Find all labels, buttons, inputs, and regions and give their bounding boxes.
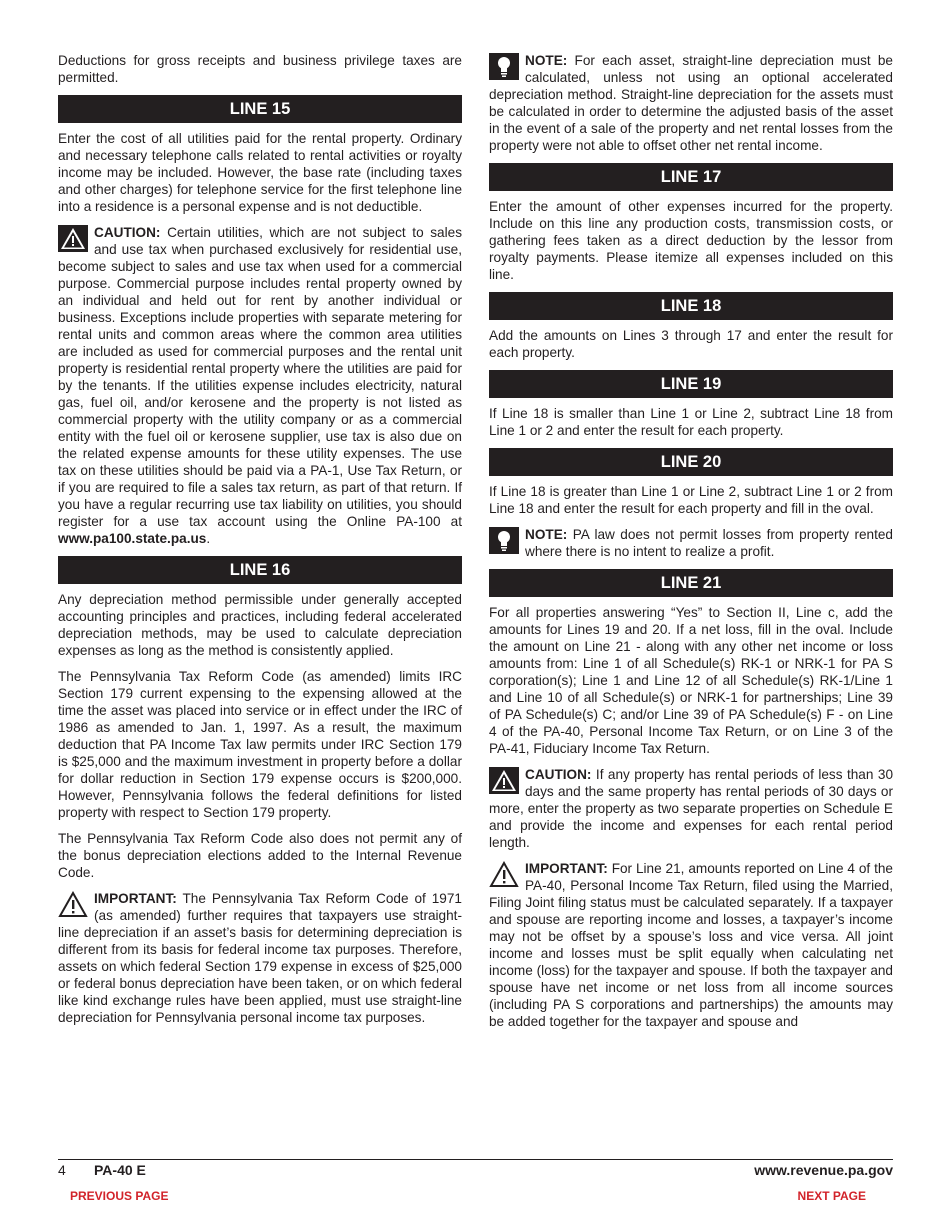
previous-page-link[interactable]: PREVIOUS PAGE	[70, 1189, 169, 1203]
right-column	[489, 52, 893, 1039]
warning-icon	[489, 861, 519, 892]
caution-icon	[489, 767, 519, 798]
website-link[interactable]: www.revenue.pa.gov	[754, 1162, 893, 1178]
depreciation-note	[489, 52, 893, 154]
important-label: IMPORTANT:	[94, 891, 177, 906]
line-15-text: Enter the cost of all utilities paid for the rental property. Ordinary and necessary telephone calls related to rental activities or royalty income may be included. However, the base rate (including taxes and other charges) for telephone service for the first telephone line into a residence is a personal expense and is not deductible.	[58, 131, 462, 214]
line-18-text: Add the amounts on Lines 3 through 17 and enter the result for each property.	[489, 328, 893, 360]
lightbulb-icon	[489, 527, 519, 558]
line-16-text-1: Any depreciation method permissible under generally accepted accounting principles and practices, including federal accelerated depreciation methods, may be used to calculate depreciation expenses as long as the method is consistently applied.	[58, 592, 462, 658]
line-21-text: For all properties answering “Yes” to Section II, Line c, add the amounts for Lines 19 and 20. If a net loss, fill in the oval. Include the amount on Line 21 - along with any other net income or loss amounts from: Line 1 of all Schedule(s) RK-1 or NRK-1 for PA S corporation(s); Line 1 and Line 12 of all Schedule(s) RK-1/Line 1 and Line 10 of all Schedule(s) or NRK-1 for partnerships; Line 39 of PA Schedule(s) C; and/or Line 39 of PA Schedule(s) F - on Line 4 of the PA-40, Personal Income Tax Return, or on Line 3 of the PA-41, Fiduciary Income Tax Return.	[489, 605, 893, 756]
line-17-heading: LINE 17	[489, 163, 893, 191]
line-16-important	[58, 890, 462, 1026]
warning-icon	[58, 891, 88, 922]
line-20-text: If Line 18 is greater than Line 1 or Line 2, subtract Line 1 or 2 from Line 18 and enter the result for each property and fill in the oval.	[489, 484, 893, 516]
caution-end: .	[206, 531, 211, 546]
line-19-heading: LINE 19	[489, 370, 893, 398]
note-text: For each asset, straight-line depreciation must be calculated, unless not using an optional accelerated depreciation method. Straight-line depreciation for the assets must be calculated in order to determine the adjusted basis of the asset in the event of a sale of the property and net rental losses from the property were not able to offset other net rental income.	[489, 53, 893, 153]
intro-paragraph: Deductions for gross receipts and business privilege taxes are permitted.	[58, 53, 462, 85]
line-16-heading: LINE 16	[58, 556, 462, 584]
pa100-link[interactable]: www.pa100.state.pa.us	[58, 531, 207, 546]
line-19-text: If Line 18 is smaller than Line 1 or Line 2, subtract Line 18 from Line 1 or 2 and enter the result for each property.	[489, 406, 893, 438]
line-21-important	[489, 860, 893, 1030]
caution-icon	[58, 225, 88, 256]
caution-text: Certain utilities, which are not subject to sales and use tax when purchased exclusively for residential use, become subject to sales and use tax when used for a commercial purpose. Commercial purpose includes rental property owned by an individual and held out for rent by another individual or business. Exceptions include properties with separate metering for rental units and common areas where the common area utilities are included as used for commercial purposes and the rental unit property is residential rental property where the utilities are paid for by the tenants. If the utilities expense includes electricity, natural gas, fuel oil, and/or kerosene and the property is not listed as commercial property with the utility company or as a commercial entity with the fuel oil or kerosene supplier, use tax is also due on the related expense amounts for these utility expenses. The use tax on these utilities should be paid via a PA-1, Use Tax Return, or if you are required to file a sales tax return, as part of that return. If you have a regular recurring use tax liability on utilities, you should register for a use tax account using the Online PA-100 at	[58, 225, 462, 529]
line-17-text: Enter the amount of other expenses incurred for the property. Include on this line any production costs, transmission costs, or gathering fees taken as a direct deduction by the lessor from royalty payments. Please itemize all expenses included on this line.	[489, 199, 893, 282]
footer-divider	[58, 1159, 893, 1160]
line-20-note	[489, 526, 893, 560]
line-16-text-3: The Pennsylvania Tax Reform Code also does not permit any of the bonus depreciation elections added to the Internal Revenue Code.	[58, 831, 462, 880]
line-18-heading: LINE 18	[489, 292, 893, 320]
important-text: For Line 21, amounts reported on Line 4 of the PA-40, Personal Income Tax Return, filed using the Married, Filing Joint filing status must be calculated separately. If a taxpayer and spouse are reporting income and losses, a taxpayer’s income may not be offset by a spouse’s loss and vice versa. All joint income and losses must be split equally when calculating net income (loss) for the taxpayer and spouse. If both the taxpayer and spouse have net income or net loss from all income sources (including PA S corporations and partnerships) the amounts may be added together for the taxpayer and spouse and	[489, 861, 893, 1029]
note-label: NOTE:	[525, 527, 568, 542]
line-16-text-2: The Pennsylvania Tax Reform Code (as amended) limits IRC Section 179 current expensing to the expensing allowed at the time the asset was placed into service or in effect under the IRC of 1986 as amended to Jan. 1, 1997. As a result, the maximum deduction that PA Income Tax law permits under IRC Section 179 is $25,000 and the maximum investment in property before a dollar for dollar reduction in Section 179 expense occurs is $200,000. However, Pennsylvania follows the federal definitions for listed property with respect to Section 179 property.	[58, 669, 462, 820]
line-21-heading: LINE 21	[489, 569, 893, 597]
next-page-link[interactable]: NEXT PAGE	[797, 1189, 866, 1203]
line-15-heading: LINE 15	[58, 95, 462, 123]
important-label: IMPORTANT:	[525, 861, 608, 876]
line-15-caution	[58, 224, 462, 547]
note-text: PA law does not permit losses from property rented where there is no intent to realize a profit.	[525, 527, 893, 559]
caution-label: CAUTION:	[94, 225, 161, 240]
caution-label: CAUTION:	[525, 767, 592, 782]
note-label: NOTE:	[525, 53, 568, 68]
line-21-caution	[489, 766, 893, 851]
important-text: The Pennsylvania Tax Reform Code of 1971 (as amended) further requires that taxpayers use straight-line depreciation if an asset’s basis for determining depreciation is different from its basis for federal income tax purposes. Therefore, assets on which federal Section 179 expense in excess of $25,000 or federal bonus depreciation have been taken, or on which federal like kind exchange rules have been applied, must use straight-line depreciation for Pennsylvania personal income tax purposes.	[58, 891, 462, 1025]
page-number: 4	[58, 1162, 66, 1178]
lightbulb-icon	[489, 53, 519, 84]
line-20-heading: LINE 20	[489, 448, 893, 476]
left-column	[58, 52, 462, 1035]
caution-text: If any property has rental periods of less than 30 days and the same property has rental periods of 30 days or more, enter the property as two separate properties on Schedule E and provide the income and expenses for each rental period length.	[489, 767, 893, 850]
form-name: PA-40 E	[94, 1162, 146, 1178]
